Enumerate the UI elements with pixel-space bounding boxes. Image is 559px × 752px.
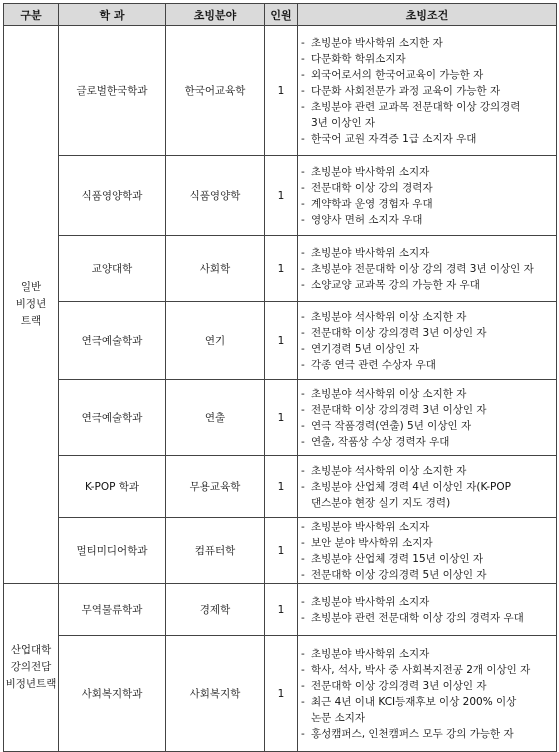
table-row (4, 636, 557, 752)
field-cell: 사회복지학 (166, 636, 265, 752)
condition-item: - 초빙분야 박사학위 소지자 (301, 164, 554, 180)
condition-item: - 보안 분야 박사학위 소지자 (301, 535, 554, 551)
conditions-list (301, 519, 554, 583)
track-label-line: 산업대학 (10, 644, 52, 656)
header-category: 구분 (4, 4, 59, 26)
condition-item: - 초빙분야 박사학위 소지한 자 (301, 35, 554, 51)
conditions-cell (298, 636, 557, 752)
condition-item: - 소양교양 교과목 강의 가능한 자 우대 (301, 277, 554, 293)
field-cell: 사회학 (166, 236, 265, 302)
conditions-list (301, 164, 554, 228)
condition-item: - 다문화 사회전문가 과정 교육이 가능한 자 (301, 83, 554, 99)
condition-item: - 초빙분야 관련 교과목 전문대학 이상 강의경력 (301, 99, 554, 115)
field-cell: 무용교육학 (166, 456, 265, 518)
track-label-line: 강의전담 (10, 661, 52, 673)
track-category-cell (4, 584, 59, 752)
condition-item: - 전문대학 이상 강의경력 3년 이상인 자 (301, 402, 554, 418)
department-cell: 사회복지학과 (59, 636, 166, 752)
field-cell: 컴퓨터학 (166, 518, 265, 584)
conditions-cell (298, 456, 557, 518)
condition-item: - 영양사 면허 소지자 우대 (301, 212, 554, 228)
conditions-cell (298, 380, 557, 456)
condition-item: - 초빙분야 박사학위 소지자 (301, 245, 554, 261)
field-cell: 식품영양학 (166, 156, 265, 236)
field-cell: 연출 (166, 380, 265, 456)
table-row (4, 584, 557, 636)
table-row (4, 518, 557, 584)
conditions-list (301, 309, 554, 373)
condition-item: - 초빙분야 석사학위 이상 소지한 자 (301, 309, 554, 325)
track-label-line: 트랙 (20, 315, 42, 327)
table-row (4, 156, 557, 236)
conditions-list (301, 463, 554, 511)
department-cell: 연극예술학과 (59, 302, 166, 380)
track-label-line: 비정년 (15, 298, 47, 310)
condition-item: - 초빙분야 석사학위 이상 소지한 자 (301, 386, 554, 402)
table-body (4, 26, 557, 752)
condition-item: - 연출, 작품상 수상 경력자 우대 (301, 434, 554, 450)
count-cell: 1 (265, 380, 298, 456)
count-cell: 1 (265, 156, 298, 236)
condition-item: - 계약학과 운영 경험자 우대 (301, 196, 554, 212)
count-cell: 1 (265, 236, 298, 302)
count-cell: 1 (265, 26, 298, 156)
count-cell: 1 (265, 456, 298, 518)
count-cell: 1 (265, 518, 298, 584)
condition-item: 논문 소지자 (311, 711, 366, 724)
conditions-cell (298, 26, 557, 156)
conditions-cell (298, 518, 557, 584)
count-cell: 1 (265, 636, 298, 752)
condition-item: - 전문대학 이상 강의 경력자 (301, 180, 554, 196)
condition-item: - 초빙분야 박사학위 소지자 (301, 646, 554, 662)
condition-item: - 초빙분야 박사학위 소지자 (301, 594, 554, 610)
condition-item: - 최근 4년 이내 KCI등재후보 이상 200% 이상 (301, 694, 554, 710)
condition-item: - 학사, 석사, 박사 중 사회복지전공 2개 이상인 자 (301, 662, 554, 678)
conditions-cell (298, 156, 557, 236)
count-cell: 1 (265, 302, 298, 380)
condition-item: - 한국어 교원 자격증 1급 소지자 우대 (301, 131, 554, 147)
header-row (4, 4, 557, 26)
condition-item: - 초빙분야 산업체 경력 4년 이상인 자(K-POP (301, 479, 554, 495)
condition-item: - 연극 작품경력(연출) 5년 이상인 자 (301, 418, 554, 434)
field-cell: 한국어교육학 (166, 26, 265, 156)
department-cell: 연극예술학과 (59, 380, 166, 456)
condition-item: 3년 이상인 자 (311, 116, 376, 129)
track-category-cell (4, 26, 59, 584)
conditions-cell (298, 302, 557, 380)
department-cell: K-POP 학과 (59, 456, 166, 518)
condition-item: - 초빙분야 석사학위 이상 소지한 자 (301, 463, 554, 479)
table-row (4, 236, 557, 302)
department-cell: 식품영양학과 (59, 156, 166, 236)
field-cell: 연기 (166, 302, 265, 380)
header-conditions: 초빙조건 (298, 4, 557, 26)
conditions-cell (298, 584, 557, 636)
table-row (4, 26, 557, 156)
condition-item: - 초빙분야 산업체 경력 15년 이상인 자 (301, 551, 554, 567)
condition-item: - 초빙분야 전문대학 이상 강의 경력 3년 이상인 자 (301, 261, 554, 277)
count-cell: 1 (265, 584, 298, 636)
conditions-list (301, 386, 554, 450)
department-cell: 무역물류학과 (59, 584, 166, 636)
conditions-list (301, 35, 554, 147)
conditions-list (301, 594, 554, 626)
header-field: 초빙분야 (166, 4, 265, 26)
table-row (4, 380, 557, 456)
condition-item: - 초빙분야 관련 전문대학 이상 강의 경력자 우대 (301, 610, 554, 626)
condition-item: - 연기경력 5년 이상인 자 (301, 341, 554, 357)
department-cell: 멀티미디어학과 (59, 518, 166, 584)
condition-item: 댄스분야 현장 실기 지도 경력) (311, 496, 451, 509)
condition-item: - 다문화학 학위소지자 (301, 51, 554, 67)
conditions-list (301, 646, 554, 742)
header-count: 인원 (265, 4, 298, 26)
condition-item: - 외국어로서의 한국어교육이 가능한 자 (301, 67, 554, 83)
conditions-cell (298, 236, 557, 302)
track-label-line: 비정년트랙 (5, 678, 57, 690)
condition-item: - 전문대학 이상 강의경력 5년 이상인 자 (301, 567, 554, 583)
condition-item: - 전문대학 이상 강의경력 3년 이상인 자 (301, 678, 554, 694)
track-label-line: 일반 (20, 281, 42, 293)
field-cell: 경제학 (166, 584, 265, 636)
conditions-list (301, 245, 554, 293)
department-cell: 글로벌한국학과 (59, 26, 166, 156)
table-row (4, 302, 557, 380)
condition-item: - 홍성캠퍼스, 인천캠퍼스 모두 강의 가능한 자 (301, 726, 554, 742)
table-row (4, 456, 557, 518)
condition-item: - 초빙분야 박사학위 소지자 (301, 519, 554, 535)
condition-item: - 각종 연극 관련 수상자 우대 (301, 357, 554, 373)
department-cell: 교양대학 (59, 236, 166, 302)
header-department: 학 과 (59, 4, 166, 26)
recruitment-table (3, 3, 557, 752)
condition-item: - 전문대학 이상 강의경력 3년 이상인 자 (301, 325, 554, 341)
